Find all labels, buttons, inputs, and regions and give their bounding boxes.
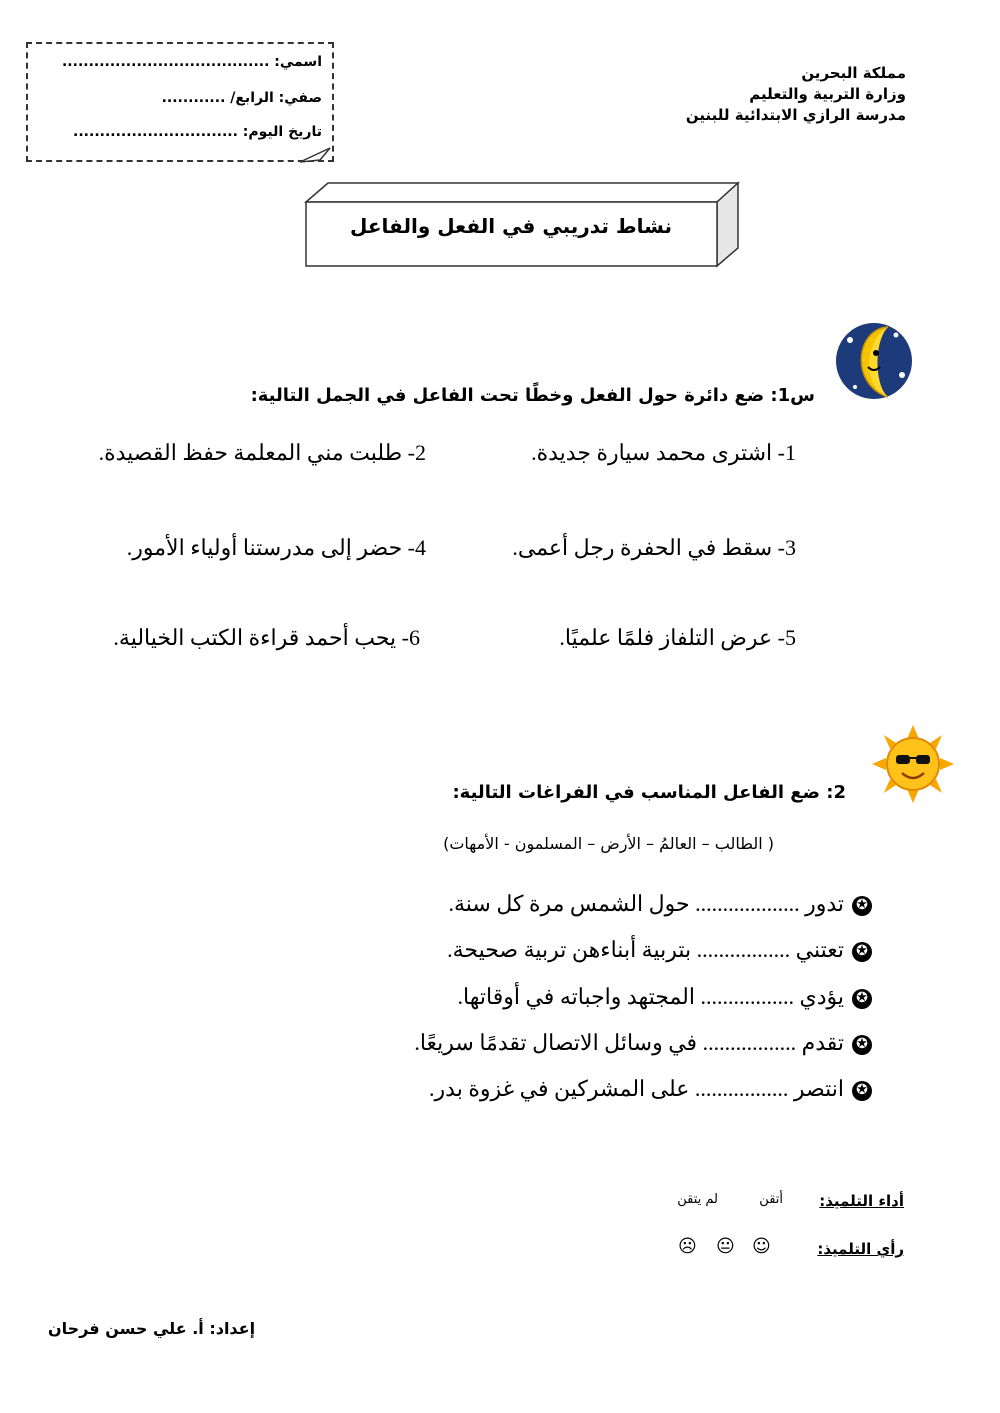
star-bullet-icon: ✪ [852, 1081, 872, 1101]
sun-icon [872, 725, 954, 803]
q2-title: 2: ضع الفاعل المناسب في الفراغات التالية: [452, 782, 846, 803]
header-kingdom: مملكة البحرين [801, 64, 906, 82]
happy-face-icon[interactable]: ☺ [752, 1236, 771, 1257]
fill-item-4 [414, 1030, 872, 1056]
fill-item-3-text: يؤدي ................. المجتهد واجباته في أوقاتها. [457, 984, 844, 1009]
fill-item-2-text: تعتني ................. بتربية أبناءهن تربية صحيحة. [447, 937, 844, 962]
name-field[interactable]: اسمي: ....................................... [61, 54, 322, 70]
neutral-face-icon[interactable]: 😐 [716, 1236, 735, 1257]
word-bank: ( الطالب – العالمُ – الأرض – المسلمون - الأمهات) [443, 834, 774, 853]
header-school: مدرسة الرازي الابتدائية للبنين [685, 106, 906, 124]
sentence-4: 4- حضر إلى مدرستنا أولياء الأمور. [126, 535, 426, 560]
fill-item-3 [458, 984, 872, 1010]
mastered-option[interactable]: أتقن [759, 1192, 783, 1207]
star-bullet-icon: ✪ [852, 989, 872, 1009]
star-bullet-icon: ✪ [852, 942, 872, 962]
not-mastered-option[interactable]: لم يتقن [677, 1192, 718, 1207]
fill-item-1-text: تدور ................... حول الشمس مرة كل سنة. [448, 891, 844, 916]
fill-item-1 [448, 891, 872, 917]
class-field[interactable]: صفي: الرابع/ ............ [161, 90, 322, 106]
sentence-2: 2- طلبت مني المعلمة حفظ القصيدة. [98, 440, 426, 465]
sad-face-icon[interactable]: ☹ [678, 1236, 697, 1257]
sentence-1: 1- اشترى محمد سيارة جديدة. [531, 440, 796, 465]
sentence-6: 6- يحب أحمد قراءة الكتب الخيالية. [113, 625, 420, 650]
star-bullet-icon: ✪ [852, 1035, 872, 1055]
fill-item-4-text: تقدم ................. في وسائل الاتصال تقدمًا سريعًا. [414, 1030, 844, 1055]
star-bullet-icon: ✪ [852, 896, 872, 916]
page-title: نشاط تدريبي في الفعل والفاعل [350, 214, 672, 238]
performance-label: أداء التلميذ: [819, 1192, 904, 1210]
date-field[interactable]: تاريخ اليوم: ............................... [73, 124, 322, 140]
fill-item-2 [447, 937, 872, 963]
fill-item-5 [429, 1076, 872, 1102]
page-curl-icon [0, 0, 334, 164]
header-ministry: وزارة التربية والتعليم [749, 85, 906, 103]
sentence-3: 3- سقط في الحفرة رجل أعمى. [512, 535, 796, 560]
moon-icon [830, 315, 915, 410]
opinion-label: رأي التلميذ: [817, 1240, 904, 1258]
q1-title: س1: ضع دائرة حول الفعل وخطًا تحت الفاعل في الجمل التالية: [250, 385, 815, 406]
fill-item-5-text: انتصر ................. على المشركين في غزوة بدر. [429, 1076, 844, 1101]
sentence-5: 5- عرض التلفاز فلمًا علميًا. [559, 625, 796, 650]
author-credit: إعداد: أ. علي حسن فرحان [48, 1319, 256, 1338]
